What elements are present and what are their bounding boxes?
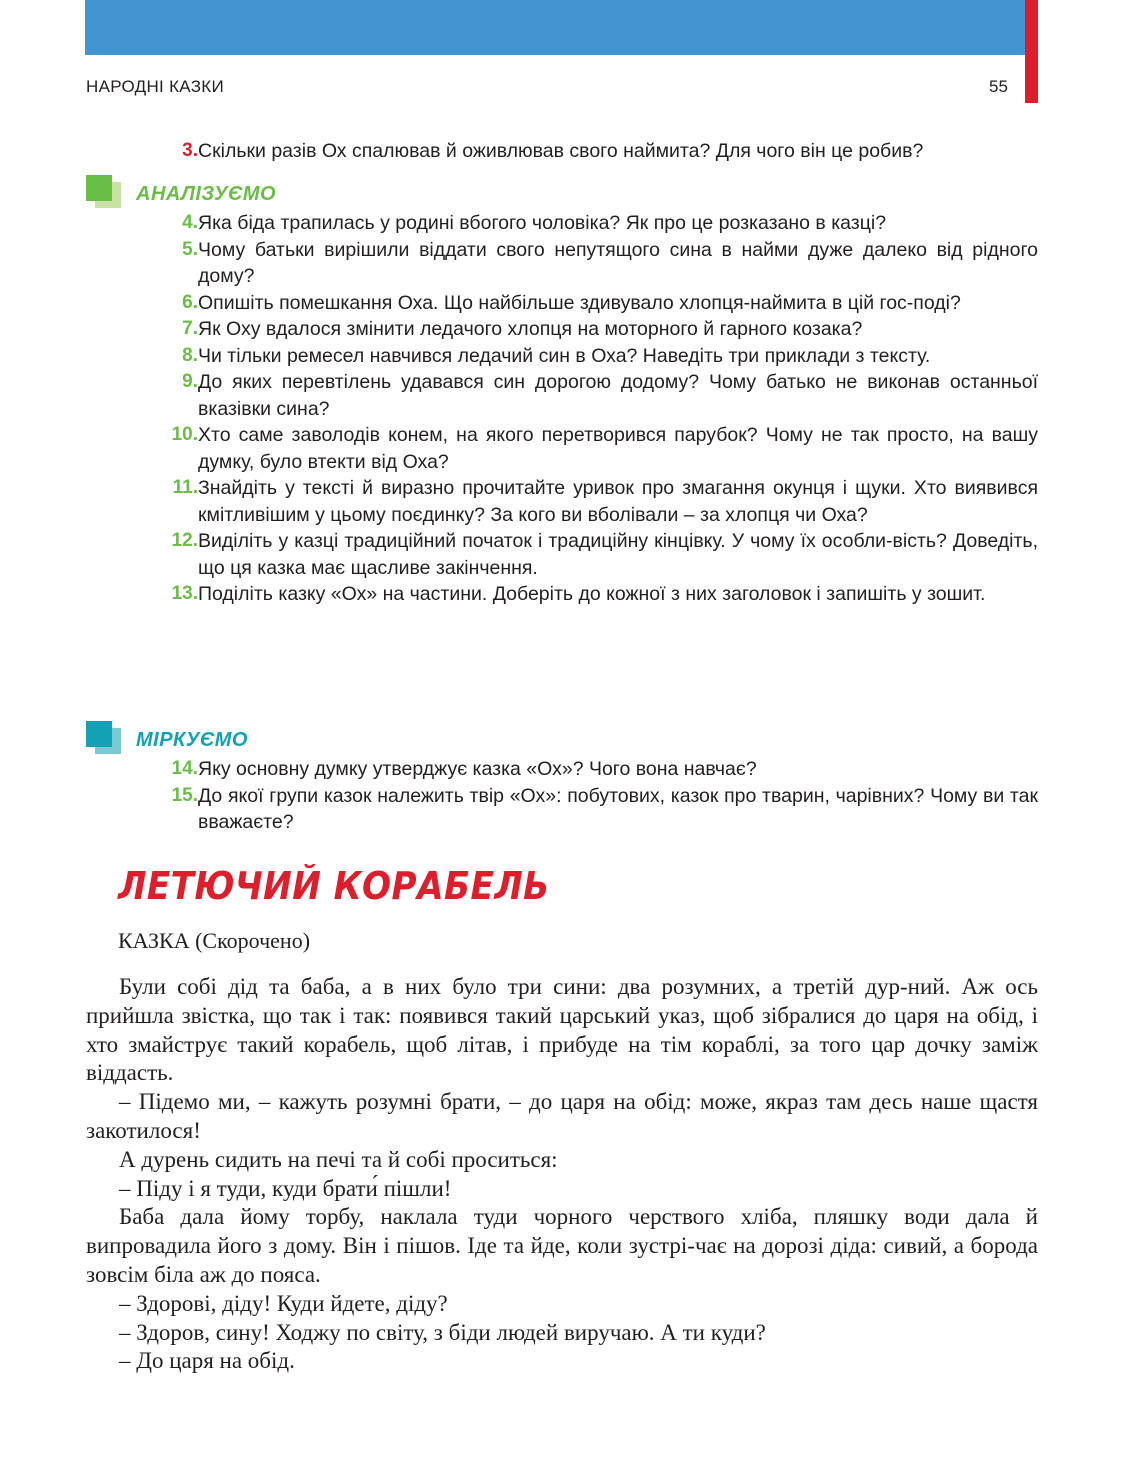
question-item [150, 756, 1038, 783]
question-item [150, 369, 1038, 422]
question-number: 6. [182, 291, 198, 313]
story-paragraph: Були собі дід та баба, а в них було три сини: два розумних, а третій дур-ний. Аж ось прийшла звістка, що так і так: появився такий царський указ, щоб зібралися до царя на обід, і хто змайструє такий корабель, щоб літав, і прибуде на тім кораблі, за того цар дочку заміж віддасть. [86, 974, 1038, 1086]
question-item [150, 138, 1038, 165]
question-number: 9. [182, 371, 198, 392]
question-number: 15. [171, 784, 198, 806]
story-paragraph: – До царя на обід. [119, 1348, 295, 1374]
question-list-recall [150, 138, 1038, 165]
question-number: 10. [171, 424, 198, 445]
question-number: 5. [182, 238, 198, 260]
story-text [86, 973, 1038, 1376]
story-paragraph: – Підемо ми, – кажуть розумні брати, – до царя на обід: може, якраз там десь наше щастя закотилося! [86, 1089, 1038, 1143]
question-item [150, 528, 1038, 581]
question-item [150, 290, 1038, 317]
question-item [150, 475, 1038, 528]
question-text: Знайдіть у тексті й виразно прочитайте уривок про змагання окунця і щуки. Хто виявився кмітливішим у цьому поєдинку? За кого ви вболівали – за хлопця чи Оха? [198, 477, 1038, 526]
question-item [150, 422, 1038, 475]
question-number: 13. [171, 583, 198, 604]
section-title: МІРКУЄМО [136, 729, 248, 751]
page-number: 55 [989, 77, 1008, 96]
question-number: 8. [182, 344, 198, 366]
teal-square-front [86, 721, 112, 747]
section-title: АНАЛІЗУЄМО [136, 183, 277, 205]
green-square-front [86, 175, 112, 201]
question-text: Чи тільки ремесел навчився ледачий син в Оха? Наведіть три приклади з тексту. [198, 344, 931, 367]
question-text: Скільки разів Ох спалював й оживлював свого наймита? Для чого він це робив? [198, 140, 924, 162]
story-title: ЛЕТЮЧИЙ КОРАБЕЛЬ [118, 864, 550, 908]
story-paragraph: – Піду і я туди, куди брати́ пішли! [119, 1175, 452, 1201]
question-item [150, 210, 1038, 237]
question-number: 7. [182, 318, 198, 339]
question-text: Виділіть у казці традиційний початок і традиційну кінцівку. У чому їх особли-вість? Доведіть, що ця казка має щасливе закінчення. [198, 530, 1038, 579]
question-item [150, 343, 1038, 370]
question-list-reflect [150, 756, 1038, 836]
question-text: Хто саме заволодів конем, на якого перетворився парубок? Чому не так просто, на вашу думку, було втекти від Оха? [198, 424, 1038, 473]
question-list-analyze [150, 210, 1038, 608]
question-number: 3. [182, 140, 198, 161]
question-text: Чому батьки вирішили віддати свого непутящого сина в найми дуже далеко від рідного дому? [198, 238, 1038, 287]
question-text: Поділіть казку «Ох» на частини. Доберіть до кожної з них заголовок і запишіть у зошит. [198, 583, 986, 605]
question-text: Яка біда трапилась у родині вбогого чоловіка? Як про це розказано в казці? [198, 212, 887, 234]
question-text: Як Оху вдалося змінити ледачого хлопця на моторного й гарного козака? [198, 318, 863, 340]
question-number: 11. [172, 477, 198, 498]
red-edge-marker [1025, 0, 1038, 103]
story-paragraph: – Здорові, діду! Куди йдете, діду? [119, 1290, 448, 1316]
running-head: НАРОДНІ КАЗКИ [86, 77, 225, 96]
story-paragraph: А дурень сидить на печі та й собі проситься: [119, 1146, 558, 1172]
question-text: До якої групи казок належить твір «Ох»: побутових, казок про тварин, чарівних? Чому ви так вважаєте? [198, 784, 1038, 833]
question-text: Опишіть помешкання Оха. Що найбільше здивувало хлопця-наймита в цій гос-поді? [198, 291, 961, 314]
question-text: До яких перевтілень удавався син дорогою додому? Чому батько не виконав останньої вказівки сина? [198, 371, 1038, 420]
story-paragraph: Баба дала йому торбу, наклала туди чорного черствого хліба, пляшку води дала й випровадила його з дому. Він і пішов. Іде та йде, коли зустрі-чає на дорозі діда: сивий, а борода зовсім біла аж до пояса. [86, 1204, 1038, 1287]
story-subtitle: КАЗКА (Скорочено) [118, 928, 311, 953]
question-number: 14. [171, 758, 198, 779]
story-paragraph: – Здоров, сину! Ходжу по світу, з біди людей виручаю. А ти куди? [119, 1319, 766, 1345]
question-item [150, 783, 1038, 836]
question-number: 4. [182, 212, 198, 233]
question-item [150, 237, 1038, 290]
question-item [150, 316, 1038, 343]
question-number: 12. [171, 530, 198, 551]
question-text: Яку основну думку утверджує казка «Ох»? Чого вона навчає? [198, 758, 757, 780]
top-color-band [85, 0, 1025, 55]
question-item [150, 581, 1038, 608]
